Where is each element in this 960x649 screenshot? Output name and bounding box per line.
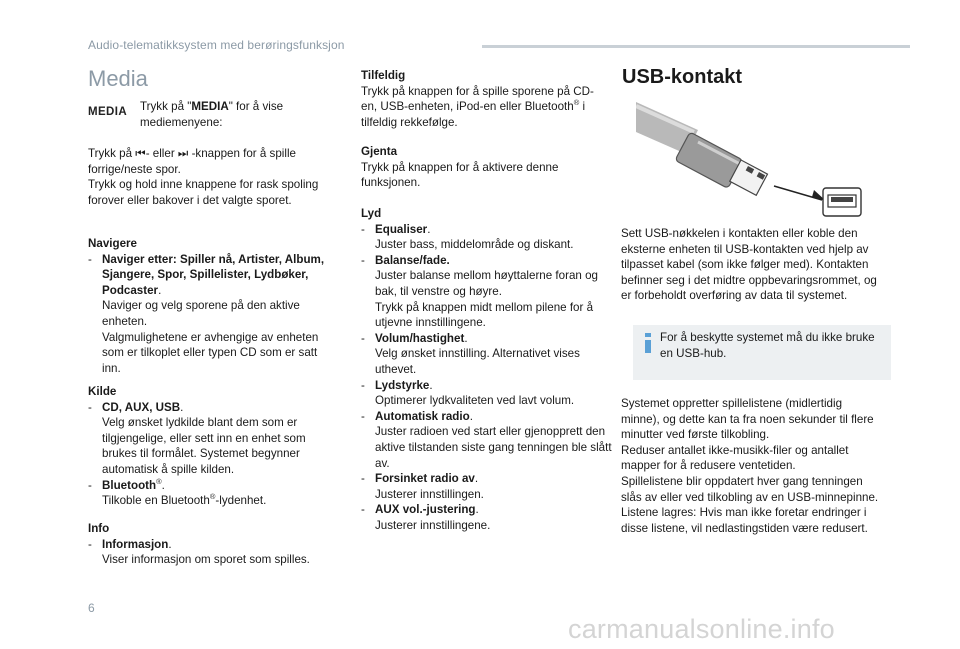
list-item: - Balanse/fade. Juster balanse mellom høyttalerne foran og bak, til venstre og høyre. Trykk på knappen midt mellom pilene for å utjevne innstillingene. [361,253,598,330]
info-heading: Info [88,522,110,535]
navigere-section [88,236,333,376]
usb-paragraph-3: Reduser antallet ikke-musikk-filer og antallet mapper for å redusere ventetiden. [621,443,849,473]
lyd-list [361,222,617,534]
list-item: - AUX vol.-justering. Justerer innstillingene. [361,503,491,532]
list-item: - Automatisk radio. Juster radioen ved start eller gjenopprett den aktive tilstanden siste gang tenningen ble slått av. [361,409,612,470]
note-text: For å beskytte systemet må du ikke bruke en USB-hub. [660,331,875,360]
navigere-heading: Navigere [88,237,137,250]
media-button-icon: MEDIA [88,106,128,118]
kilde-section [88,384,333,509]
page-header: Audio-telematikksystem med berøringsfunksjon [88,38,345,52]
tilfeldig-heading: Tilfeldig [361,69,406,82]
info-icon [645,333,651,353]
usb-paragraph-1: Sett USB-nøkkelen i kontakten eller koble den eksterne enheten til USB-kontakten ved hjelp av tilpasset kabel (som ikke følger med). Kontakten befinner seg i det midtre oppbevaringsrommet, og er forbeholdt overføring av data til systemet. [621,227,877,303]
lyd-heading: Lyd [361,207,382,220]
media-description: Trykk på "MEDIA" for å vise mediemenyene: [140,100,284,129]
next-track-icon: ⏭ [177,147,189,160]
list-item: - Bluetooth®. Tilkoble en Bluetooth®-lydenhet. [88,476,267,508]
media-title: Media [88,66,148,91]
page-number: 6 [88,601,95,615]
list-item: - Volum/hastighet. Velg ønsket innstilling. Alternativet vises uthevet. [361,331,580,376]
list-item: - Equaliser. Juster bass, middelområde og diskant. [361,222,574,252]
list-item: - CD, AUX, USB. Velg ønsket lydkilde blant dem som er tilgjengelige, eller sett inn en enhet som brukes til formålet. Systemet begynner automatisk å spille kilden. [88,400,306,476]
usb-paragraph-group [621,396,883,536]
kilde-heading: Kilde [88,385,117,398]
list-item: - Naviger etter: Spiller nå, Artister, Album, Sjangere, Spor, Spillelister, Lydbøker, Podcaster. Naviger og velg sporene på den aktive enheten. Valgmulighetene er avhengige av enheten som er tilkoplet eller typen CD som er satt inn. [88,252,325,375]
usb-title: USB-kontakt [622,66,743,88]
previous-track-icon: ⏮ [135,147,146,160]
usb-paragraph-2: Systemet oppretter spillelistene (midlertidig minne), og dette kan ta fra noen sekunder til flere minutter ved første tilkobling. [621,397,874,442]
list-item: - Lydstyrke. Optimerer lydkvaliteten ved lavt volum. [361,378,575,408]
usb-paragraph-4: Spillelistene blir oppdatert hver gang tenningen slås av eller ved tilkobling av en USB-minnepinne. Listene lagres: Hvis man ikke foretar endringer i disse listene, vil nedlastingstiden være redusert. [621,474,879,535]
usb-port-icon [822,187,862,217]
gjenta-heading: Gjenta [361,145,398,158]
list-item: - Forsinket radio av. Justerer innstillingen. [361,472,484,501]
info-section [88,521,333,568]
tilfeldig-section: Tilfeldig Trykk på knappen for å spille sporene på CD-en, USB-enheten, iPod-en eller Bluetooth® i tilfeldig rekkefølge. [361,68,603,130]
watermark: carmanualsonline.info [568,614,835,644]
lyd-section [361,206,617,533]
list-item: - Informasjon. Viser informasjon om sporet som spilles. [88,537,310,567]
header-divider [482,45,910,48]
gjenta-section: Gjenta Trykk på knappen for å aktivere denne funksjonen. [361,144,603,191]
skip-paragraph: Trykk på ⏮- eller ⏭ -knappen for å spille forrige/neste spor. Trykk og hold inne knappene for rask spoling forover eller bakover i det valgte sporet. [88,147,319,207]
